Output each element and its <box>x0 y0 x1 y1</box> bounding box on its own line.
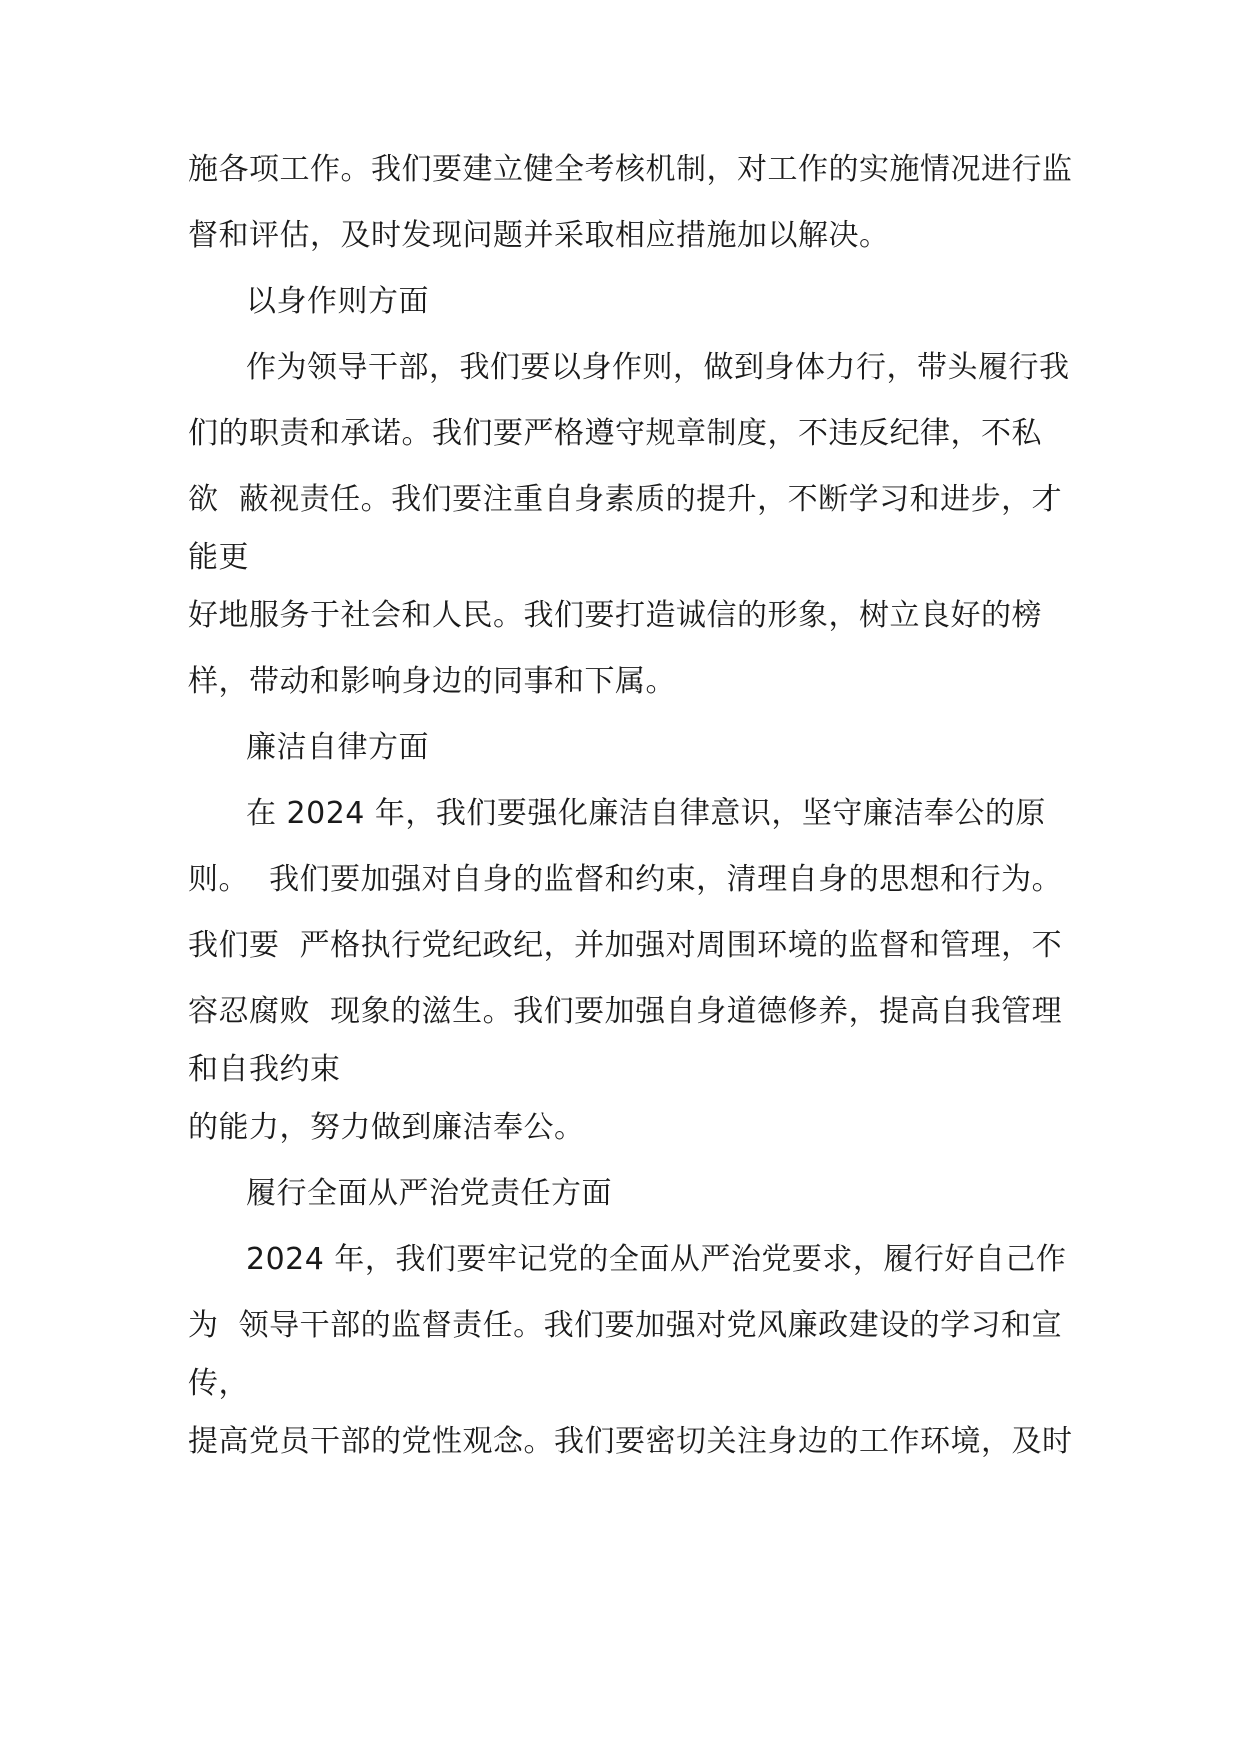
body-text-line: 容忍腐败 现象的滋生。我们要加强自身道德修养，提高自我管理 <box>188 994 1063 1029</box>
section-heading: 履行全面从严治党责任方面 <box>246 1176 612 1211</box>
body-text-line: 则。 我们要加强对自身的监督和约束，清理自身的思想和行为。 <box>188 862 1063 897</box>
body-text-line: 2024 年，我们要牢记党的全面从严治党要求，履行好自己作 <box>246 1242 1067 1277</box>
body-text-line: 欲 蔽视责任。我们要注重自身素质的提升，不断学习和进步，才 <box>188 482 1063 517</box>
body-text-line: 传， <box>188 1366 249 1401</box>
body-text-line: 样，带动和影响身边的同事和下属。 <box>188 664 676 699</box>
body-text-line: 督和评估，及时发现问题并采取相应措施加以解决。 <box>188 218 890 253</box>
body-text-line: 好地服务于社会和人民。我们要打造诚信的形象，树立良好的榜 <box>188 598 1042 633</box>
section-heading: 以身作则方面 <box>246 284 429 319</box>
body-text-line: 们的职责和承诺。我们要严格遵守规章制度，不违反纪律，不私 <box>188 416 1042 451</box>
body-text-line: 在 2024 年，我们要强化廉洁自律意识，坚守廉洁奉公的原 <box>246 796 1046 831</box>
body-text-line: 提高党员干部的党性观念。我们要密切关注身边的工作环境，及时 <box>188 1424 1073 1459</box>
body-text-line: 施各项工作。我们要建立健全考核机制，对工作的实施情况进行监 <box>188 152 1073 187</box>
body-text-line: 能更 <box>188 540 249 575</box>
section-heading: 廉洁自律方面 <box>246 730 429 765</box>
body-text-line: 和自我约束 <box>188 1052 341 1087</box>
body-text-line: 作为领导干部，我们要以身作则，做到身体力行，带头履行我 <box>246 350 1070 385</box>
body-text-line: 我们要 严格执行党纪政纪，并加强对周围环境的监督和管理，不 <box>188 928 1063 963</box>
body-text-line: 的能力，努力做到廉洁奉公。 <box>188 1110 585 1145</box>
body-text-line: 为 领导干部的监督责任。我们要加强对党风廉政建设的学习和宣 <box>188 1308 1063 1343</box>
